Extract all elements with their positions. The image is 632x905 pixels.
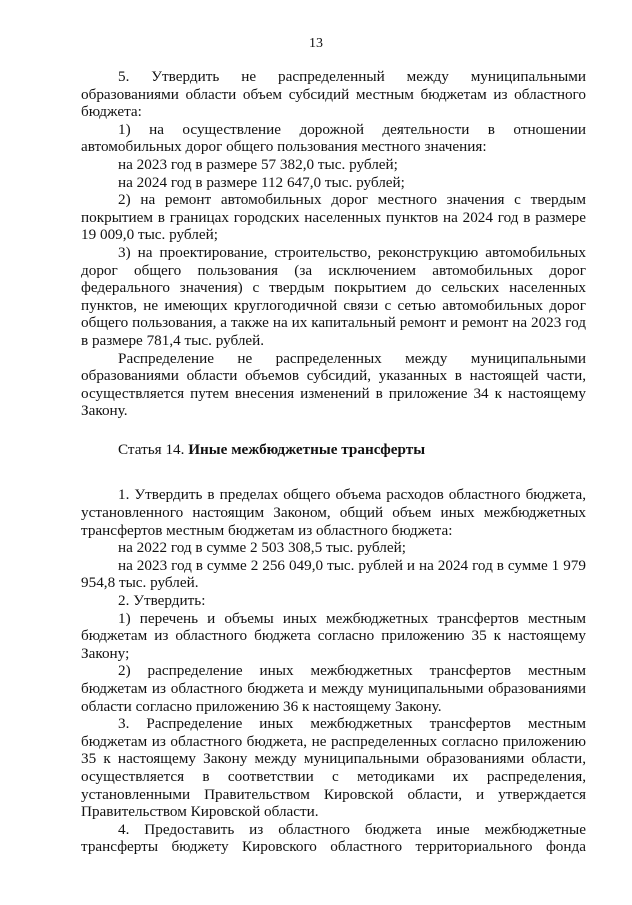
paragraph-article-subitem-2: 2) распределение иных межбюджетных трансфертов местным бюджетам из областного бюджета и между муниципальными образованиями области согласно приложению 36 к настоящему Закону. (81, 662, 586, 715)
paragraph-article-item-2: 2. Утвердить: (118, 592, 206, 610)
document-body (81, 68, 586, 856)
article-prefix: Статья 14. (118, 440, 189, 458)
paragraph-item-5: 5. Утвердить не распределенный между муниципальными образованиями области объем субсидий местным бюджетам из областного бюджета: (81, 68, 586, 121)
paragraph-article-item-4: 4. Предоставить из областного бюджета иные межбюджетные трансферты бюджету Кировского областного территориального фонда (81, 820, 586, 856)
paragraph-subitem-1: 1) на осуществление дорожной деятельности в отношении автомобильных дорог общего пользования местного значения: (81, 120, 586, 156)
paragraph-article-subitem-1: 1) перечень и объемы иных межбюджетных трансфертов местным бюджетам из областного бюджета согласно приложению 35 к настоящему Закону; (81, 609, 586, 662)
paragraph-article-item-1: 1. Утвердить в пределах общего объема расходов областного бюджета, установленного настоящим Законом, общий объем иных межбюджетных трансфертов местным бюджетам из областного бюджета: (81, 486, 586, 539)
paragraph-article-item-3: 3. Распределение иных межбюджетных трансфертов местным бюджетам из областного бюджета, не распределенных согласно приложению 35 к настоящему Закону между муниципальными образованиями области, осуществляется в соответствии с методиками их распределения, установленными Правительством Кировской области, и утверждается Правительством Кировской области. (81, 715, 586, 821)
paragraph-amount-2024: на 2024 год в размере 112 647,0 тыс. рублей; (118, 173, 405, 191)
paragraph-distribution: Распределение не распределенных между муниципальными образованиями области объемов субсидий, указанных в настоящей части, осуществляется путем внесения изменений в приложение 34 к настоящему Закону. (81, 349, 586, 420)
paragraph-subitem-3: 3) на проектирование, строительство, реконструкцию автомобильных дорог общего пользования (за исключением автомобильных дорог федерального значения) с твердым покрытием до сельских населенных пунктов, не имеющих круглогодичной связи с сетью автомобильных дорог общего пользования, а также на их капитальный ремонт и ремонт на 2023 год в размере 781,4 тыс. рублей. (81, 243, 586, 349)
paragraph-subitem-2: 2) на ремонт автомобильных дорог местного значения с твердым покрытием в границах городских населенных пунктов на 2024 год в размере 19 009,0 тыс. рублей; (81, 191, 586, 244)
paragraph-amount-2023-2024: на 2023 год в сумме 2 256 049,0 тыс. рублей и на 2024 год в сумме 1 979 954,8 тыс. рублей. (81, 556, 586, 592)
article-title: Иные межбюджетные трансферты (188, 440, 426, 458)
article-heading (81, 441, 586, 459)
paragraph-amount-2023: на 2023 год в размере 57 382,0 тыс. рублей; (118, 155, 398, 173)
paragraph-amount-2022: на 2022 год в сумме 2 503 308,5 тыс. рублей; (118, 539, 406, 557)
page-number: 13 (309, 36, 323, 51)
